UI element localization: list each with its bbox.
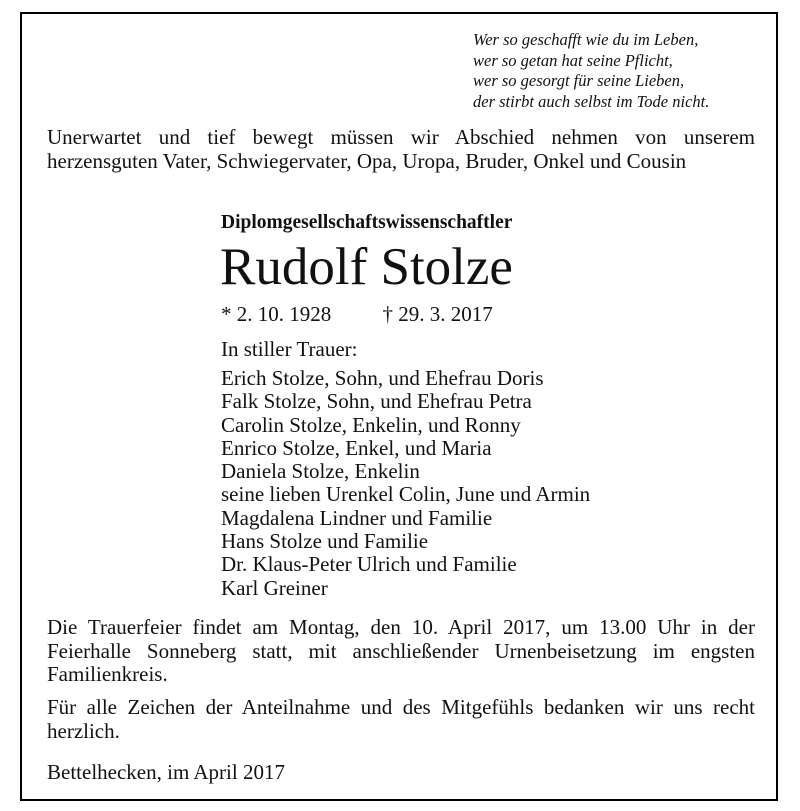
mourner-item: Erich Stolze, Sohn, und Ehefrau Doris	[221, 366, 544, 390]
mourner-item: Enrico Stolze, Enkel, und Maria	[221, 435, 492, 460]
poem	[473, 30, 773, 112]
poem-line: Wer so geschafft wie du im Leben,	[473, 30, 699, 49]
birth-date: * 2. 10. 1928	[221, 302, 332, 326]
mourner-item: Karl Greiner	[221, 575, 328, 600]
mourner-item: Dr. Klaus-Peter Ulrich und Familie	[221, 552, 517, 577]
death-date: † 29. 3. 2017	[382, 302, 493, 326]
poem-line: der stirbt auch selbst im Tode nicht.	[473, 91, 710, 111]
mourner-item: Carolin Stolze, Enkelin, und Ronny	[221, 412, 521, 437]
deceased-name: Rudolf Stolze	[220, 238, 513, 296]
intro-text: Unerwartet und tief bewegt müssen wir Abschied nehmen von unserem herzensguten Vater, Schwiegervater, Opa, Uropa, Bruder, Onkel und Cousin	[47, 125, 755, 173]
deceased-occupation: Diplomgesellschaftswissenschaftler	[221, 212, 513, 233]
thanks-paragraph: Für alle Zeichen der Anteilnahme und des Mitgefühls bedanken wir uns recht herzlich.	[47, 695, 755, 743]
poem-line: wer so gesorgt für seine Lieben,	[473, 71, 685, 90]
mourner-item: Hans Stolze und Familie	[221, 529, 429, 554]
place-date-closing: Bettelhecken, im April 2017	[47, 760, 285, 784]
mourner-item: seine lieben Urenkel Colin, June und Armin	[221, 482, 591, 507]
poem-line: wer so getan hat seine Pflicht,	[473, 50, 673, 70]
funeral-paragraph: Die Trauerfeier findet am Montag, den 10. April 2017, um 13.00 Uhr in der Feierhalle Sonneberg statt, mit anschließender Urnenbeisetzung im engsten Familienkreis.	[47, 615, 755, 686]
mourner-item: Falk Stolze, Sohn, und Ehefrau Petra	[221, 389, 532, 414]
mourner-item: Daniela Stolze, Enkelin	[221, 459, 420, 484]
mourning-label: In stiller Trauer:	[221, 337, 358, 361]
mourners-list	[221, 367, 590, 600]
mourner-item: Magdalena Lindner und Familie	[221, 505, 493, 530]
life-dates	[221, 302, 493, 327]
